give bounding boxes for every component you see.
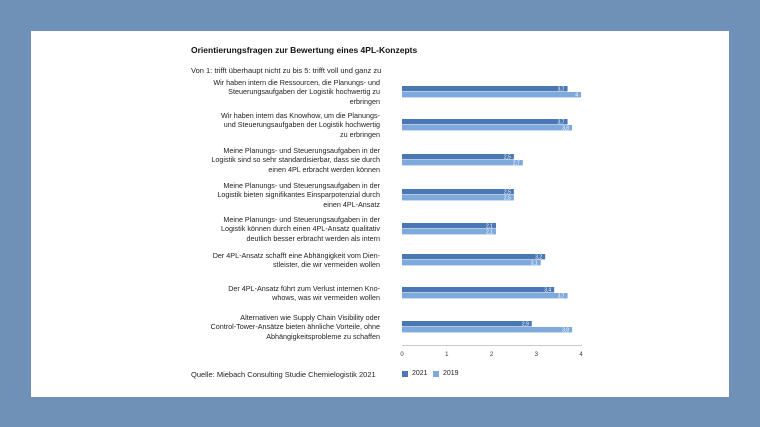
bar-value-label-2019-4: 2,1	[486, 229, 493, 236]
bar-2019-4	[402, 229, 496, 234]
bar-value-label-2021-7: 2,9	[521, 321, 529, 328]
bar-2019-1	[402, 125, 572, 130]
bar-2021-0	[402, 86, 568, 91]
legend-swatch-2021	[402, 371, 408, 377]
bar-2019-6	[402, 293, 568, 298]
x-tick-label: 3	[534, 352, 538, 358]
bar-2019-3	[402, 195, 514, 200]
bar-value-label-2021-1: 3,7	[557, 119, 565, 126]
chart-title: Orientierungsfragen zur Bewertung eines 4PL-Konzepts	[191, 45, 418, 55]
category-label-line: Wir haben intern das Knowhow, um die Planungs-	[220, 110, 380, 120]
category-label-line: Der 4PL-Ansatz schafft eine Abhängigkeit vom Dien-	[212, 250, 380, 260]
legend-label-2019: 2019	[443, 370, 459, 377]
category-label-line: stleister, die wir vermeiden wollen	[272, 260, 380, 269]
category-label-line: Meine Planungs- und Steuerungsaufgaben in der	[223, 145, 380, 155]
legend-item-2021	[402, 370, 428, 377]
category-label-line: Steuerungsaufgaben der Logistik hochwertig zu	[228, 87, 380, 97]
category-label-line: Logistik können durch einen 4PL-Ansatz qualitativ	[220, 224, 380, 234]
category-label-line: Logistik bieten signifikantes Einsparpotenzial durch	[217, 190, 380, 200]
category-label-line: Logistik sind so sehr standardisierbar, dass sie durch	[211, 155, 380, 165]
bar-value-label-2021-3: 2,5	[503, 189, 511, 196]
bar-value-label-2019-1: 3,8	[562, 125, 570, 132]
bar-value-label-2021-0: 3,7	[557, 86, 565, 93]
category-label-line: Wir haben intern die Ressourcen, die Planungs- und	[213, 77, 380, 87]
bar-value-label-2019-2: 2,7	[512, 160, 520, 167]
category-label-line: Meine Planungs- und Steuerungsaufgaben in der	[223, 180, 380, 190]
bar-value-label-2021-6: 3,4	[544, 287, 552, 294]
bar-2021-4	[402, 223, 496, 228]
category-label-line: Meine Planungs- und Steuerungsaufgaben in der	[223, 214, 380, 224]
bar-2021-7	[402, 321, 532, 326]
x-tick-label: 1	[445, 352, 449, 358]
bar-value-label-2019-3: 2,5	[503, 195, 511, 202]
x-tick-label: 0	[400, 352, 404, 358]
bar-2021-1	[402, 119, 568, 124]
category-label-line: Abhängigkeitsprobleme zu schaffen	[266, 331, 380, 341]
bar-2019-7	[402, 327, 572, 332]
bar-2021-3	[402, 189, 514, 194]
bar-value-label-2021-5: 3,2	[535, 254, 543, 261]
legend-item-2019	[433, 370, 459, 377]
bar-value-label-2021-4: 2,1	[486, 223, 493, 230]
bar-2019-0	[402, 92, 581, 97]
category-label-line: einen 4PL-Ansatz	[323, 199, 380, 209]
category-label-line: und Steuerungsaufgaben der Logistik hochwertig	[223, 120, 380, 130]
legend-swatch-2019	[433, 371, 439, 377]
bar-value-label-2019-6: 3,7	[557, 293, 565, 300]
category-label-line: Control-Tower-Ansätze bieten ähnliche Vorteile, ohne	[210, 322, 380, 332]
bar-2021-6	[402, 287, 554, 292]
legend-label-2021: 2021	[412, 370, 428, 377]
x-tick-label: 2	[489, 352, 494, 358]
bar-value-label-2019-0: 4	[575, 92, 578, 99]
bar-2019-2	[402, 160, 523, 165]
category-label-line: whows, was wir vermeiden wollen	[272, 293, 380, 302]
bar-value-label-2021-2: 2,5	[503, 154, 511, 161]
category-label-line: zu erbringen	[340, 129, 380, 139]
bar-2021-2	[402, 154, 514, 159]
x-axis-line	[402, 345, 582, 346]
category-label-line: deutlich besser erbracht werden als intern	[246, 233, 380, 243]
bar-2021-5	[402, 254, 545, 259]
bar-2019-5	[402, 260, 541, 265]
category-label-line: Alternativen wie Supply Chain Visibility oder	[240, 312, 380, 322]
bar-value-label-2019-7: 3,8	[562, 327, 570, 334]
category-label-line: Der 4PL-Ansatz führt zum Verlust internen Kno-	[228, 283, 380, 293]
source-note: Quelle: Miebach Consulting Studie Chemielogistik 2021	[191, 370, 376, 379]
category-label-line: einen 4PL erbracht werden können	[268, 164, 380, 174]
x-tick-label: 4	[579, 352, 583, 358]
category-label-line: erbringen	[349, 96, 380, 106]
chart-subtitle: Von 1: trifft überhaupt nicht zu bis 5: trifft voll und ganz zu	[191, 66, 382, 75]
bar-value-label-2019-5: 3,1	[530, 260, 538, 267]
